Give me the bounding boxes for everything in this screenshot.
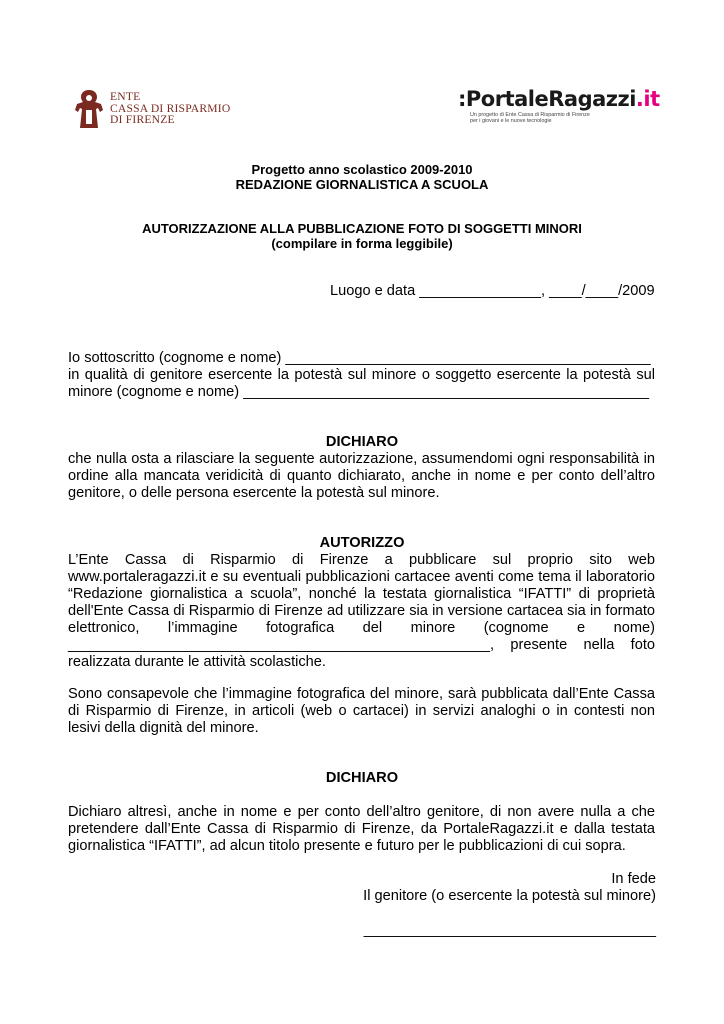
minor-photo-name-field[interactable]: ____________________________________________________, presente nella foto bbox=[68, 637, 655, 653]
in-fede-text: In fede bbox=[611, 871, 656, 887]
project-year-title: Progetto anno scolastico 2009-2010 bbox=[251, 162, 473, 177]
document-title: AUTORIZZAZIONE ALLA PUBBLICAZIONE FOTO DI SOGGETTI MINORI bbox=[142, 221, 582, 236]
signature-line[interactable]: ____________________________________ bbox=[363, 922, 656, 938]
signer-role-text: in qualità di genitore esercente la potestà sul minore o soggetto esercente la potestà sul bbox=[68, 367, 655, 383]
signer-role-label: Il genitore (o esercente la potestà sul minore) bbox=[363, 888, 656, 904]
declaration-heading: DICHIARO bbox=[325, 434, 399, 450]
ente-logo-text: ENTE CASSA DI RISPARMIO DI FIRENZE bbox=[110, 90, 231, 127]
minor-name-field[interactable]: minore (cognome e nome) __________________________________________________ bbox=[68, 384, 650, 400]
authorization-heading: AUTORIZZO bbox=[319, 535, 405, 551]
document-subtitle: (compilare in forma leggibile) bbox=[271, 236, 453, 251]
portaleragazzi-logo-text: :PortaleRagazzi.it bbox=[458, 87, 660, 111]
portaleragazzi-logo bbox=[458, 86, 658, 136]
portaleragazzi-logo-subtitle: Un progetto di Ente Cassa di Risparmio di Firenze per i giovani e le nuove tecnologie bbox=[470, 112, 590, 125]
ente-emblem-icon bbox=[72, 88, 106, 130]
awareness-paragraph: Sono consapevole che l’immagine fotografica del minore, sarà pubblicata dall’Ente Cassa di Risparmio di Firenze, in articoli (web o cartacei) in servizi analoghi o in contesti non lesivi della dignità del minore. bbox=[68, 686, 655, 736]
ente-cassa-logo bbox=[72, 86, 242, 132]
declaration-paragraph: che nulla osta a rilasciare la seguente autorizzazione, assumendomi ogni responsabilità in ordine alla mancata veridicità di quanto dichiarato, anche in nome e per conto dell’altro genitore, o delle persona esercente la potestà sul minore. bbox=[68, 451, 655, 501]
authorization-paragraph: L’Ente Cassa di Risparmio di Firenze a pubblicare sul proprio sito web www.portaleragazzi.it e su eventuali pubblicazioni cartacee aventi come tema il laboratorio “Redazione giornalistica a scuola”, nonché la testata giornalistica “IFATTI” di proprietà dell'Ente Cassa di Risparmio di Firenze ad utilizzare sia in versione cartacea sia in formato elettronico, l’immagine fotografica del minore (cognome e nome) ____________________________________________________, presente nella foto realizzata durante le attività scolastiche. bbox=[68, 552, 655, 670]
project-name-title: REDAZIONE GIORNALISTICA A SCUOLA bbox=[235, 177, 489, 192]
declaration2-paragraph: Dichiaro altresì, anche in nome e per conto dell’altro genitore, di non avere nulla a che pretendere dall’Ente Cassa di Risparmio di Firenze, da PortaleRagazzi.it e dalla testata giornalistica “IFATTI”, ad alcun titolo presente e futuro per le pubblicazioni di cui sopra. bbox=[68, 804, 655, 854]
signer-name-field[interactable]: Io sottoscritto (cognome e nome) _____________________________________________ bbox=[68, 350, 651, 366]
signer-section bbox=[68, 350, 655, 401]
declaration2-heading: DICHIARO bbox=[325, 770, 399, 786]
place-date-field[interactable]: Luogo e data _______________, ____/____/2009 bbox=[330, 283, 655, 299]
